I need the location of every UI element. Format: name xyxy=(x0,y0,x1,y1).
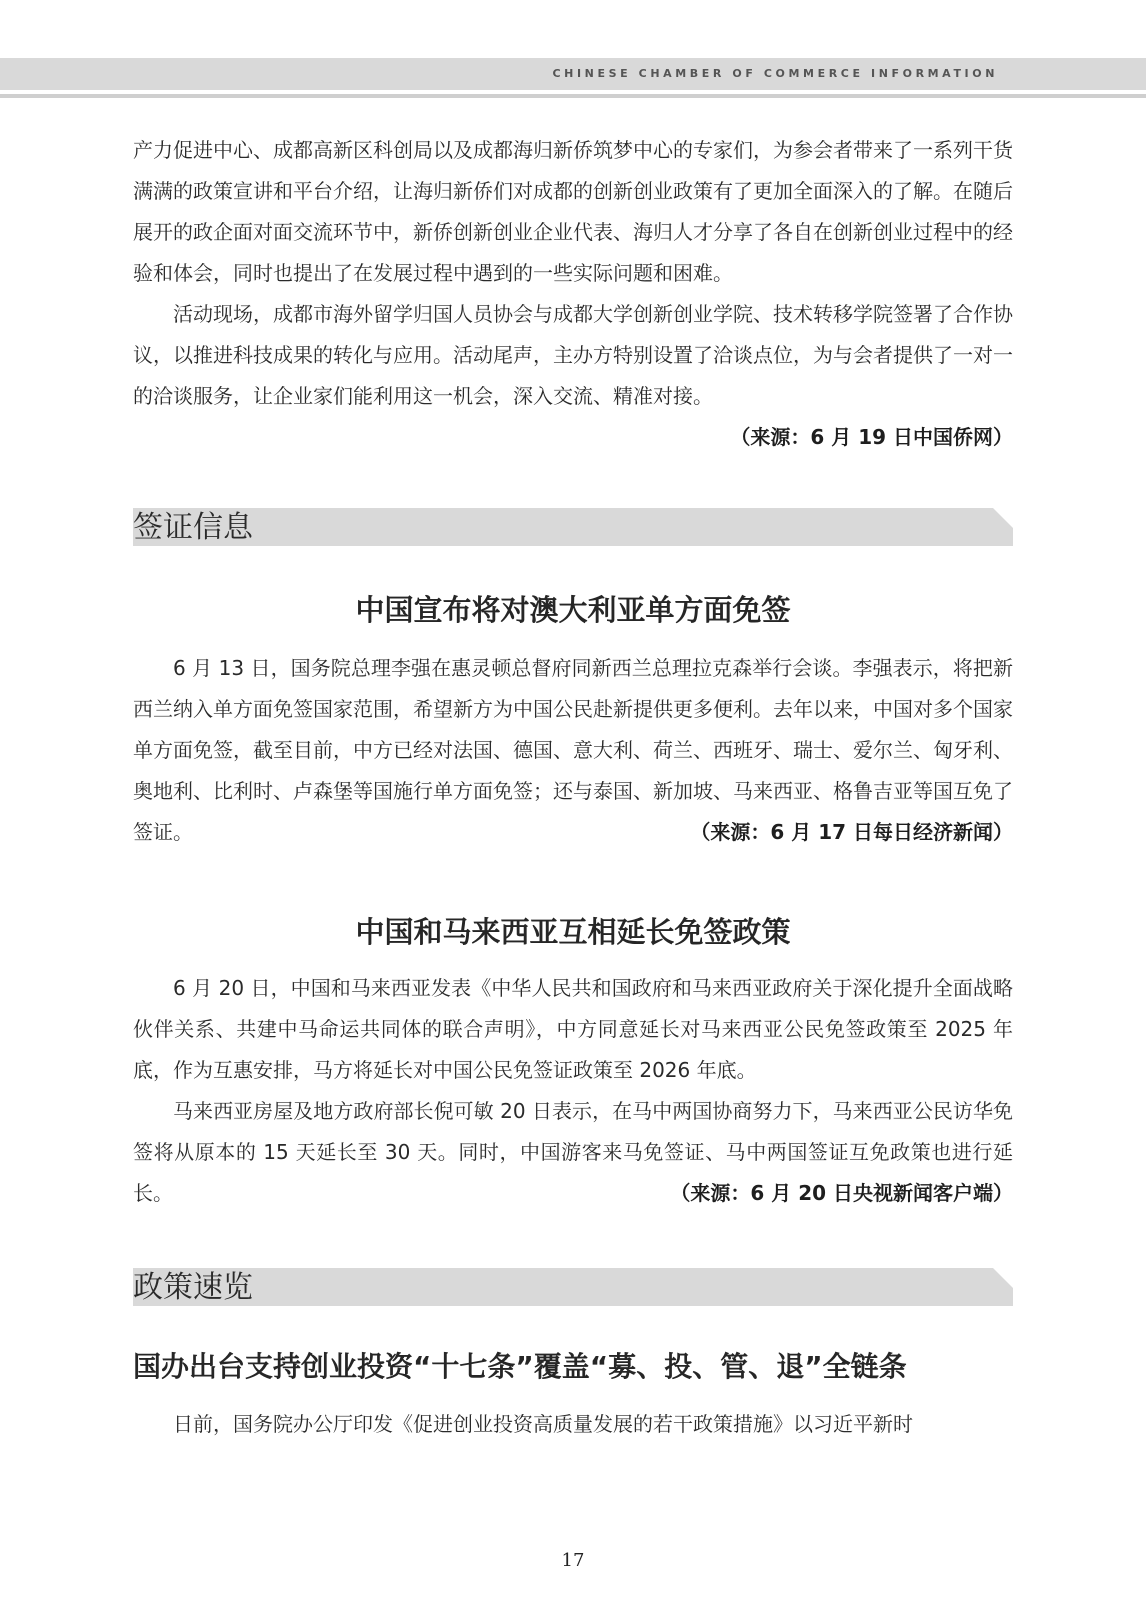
article2-body xyxy=(133,968,1013,1214)
article1-source: （来源：6 月 17 日每日经济新闻） xyxy=(690,820,1013,844)
intro-block xyxy=(133,130,1013,458)
section-bar-policy xyxy=(133,1268,1013,1306)
section-title-policy: 政策速览 xyxy=(133,1270,253,1305)
section-bar-shape xyxy=(133,1268,1013,1306)
intro-paragraph-2: 活动现场，成都市海外留学归国人员协会与成都大学创新创业学院、技术转移学院签署了合作协议，以推进科技成果的转化与应用。活动尾声，主办方特别设置了洽谈点位，为与会者提供了一对一的洽谈服务，让企业家们能利用这一机会，深入交流、精准对接。 xyxy=(133,302,1013,408)
running-header: CHINESE CHAMBER OF COMMERCE INFORMATION xyxy=(552,67,998,80)
article3-body xyxy=(133,1404,1013,1445)
article-title-malaysia: 中国和马来西亚互相延长免签政策 xyxy=(355,915,791,949)
article1-paragraph xyxy=(133,648,1013,853)
article-title-venture-capital: 国办出台支持创业投资“十七条”覆盖“募、投、管、退”全链条 xyxy=(133,1350,907,1383)
section-title-visa: 签证信息 xyxy=(133,510,253,545)
article-title-australia: 中国宣布将对澳大利亚单方面免签 xyxy=(355,593,791,627)
section-bar-shape xyxy=(133,508,1013,546)
section-bar-visa xyxy=(133,508,1013,546)
article1-text: 6 月 13 日，国务院总理李强在惠灵顿总督府同新西兰总理拉克森举行会谈。李强表示，将把新西兰纳入单方面免签国家范围，希望新方为中国公民赴新提供更多便利。去年以来，中国对多个国家单方面免签，截至目前，中方已经对法国、德国、意大利、荷兰、西班牙、瑞士、爱尔兰、匈牙利、奥地利、比利时、卢森堡等国施行单方面免签；还与泰国、新加坡、马来西亚、格鲁吉亚等国互免了签证。 xyxy=(133,656,1013,844)
header-rule xyxy=(0,94,1146,98)
article2-text: 马来西亚房屋及地方政府部长倪可敏 20 日表示，在马中两国协商努力下，马来西亚公民访华免签将从原本的 15 天延长至 30 天。同时，中国游客来马免签证、马中两国签证互免政策也进行延长。 xyxy=(133,1099,1013,1205)
article1-body xyxy=(133,648,1013,853)
intro-paragraph-1: 产力促进中心、成都高新区科创局以及成都海归新侨筑梦中心的专家们，为参会者带来了一系列干货满满的政策宣讲和平台介绍，让海归新侨们对成都的创新创业政策有了更加全面深入的了解。在随后展开的政企面对面交流环节中，新侨创新创业企业代表、海归人才分享了各自在创新创业过程中的经验和体会，同时也提出了在发展过程中遇到的一些实际问题和困难。 xyxy=(133,138,1013,285)
article2-paragraph-2 xyxy=(133,1091,1013,1214)
article2-source: （来源：6 月 20 日央视新闻客户端） xyxy=(670,1181,1013,1205)
article2-paragraph-1: 6 月 20 日，中国和马来西亚发表《中华人民共和国政府和马来西亚政府关于深化提升全面战略伙伴关系、共建中马命运共同体的联合声明》，中方同意延长对马来西亚公民免签政策至 2025 年底，作为互惠安排，马方将延长对中国公民免签证政策至 2026 年底。 xyxy=(133,976,1013,1082)
page-number: 17 xyxy=(561,1550,585,1571)
article3-paragraph: 日前，国务院办公厅印发《促进创业投资高质量发展的若干政策措施》以习近平新时 xyxy=(173,1412,913,1436)
intro-source: （来源：6 月 19 日中国侨网） xyxy=(730,425,1013,449)
